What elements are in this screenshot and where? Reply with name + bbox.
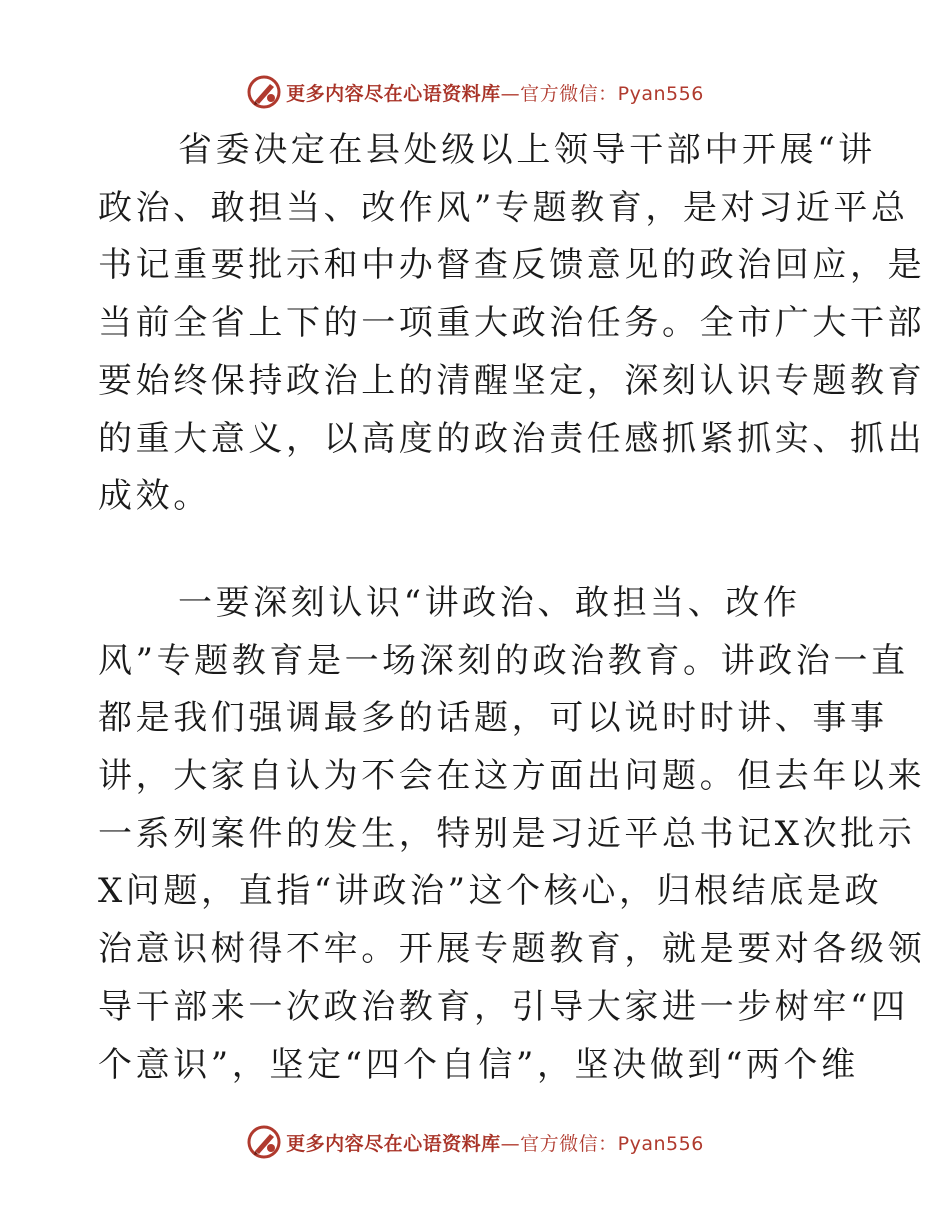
paragraph-line: 省委决定在县处级以上领导干部中开展“讲 [178,130,876,170]
banner-wechat-text: 官方微信：Pyan556 [520,1132,704,1155]
paragraph-line: 讲，大家自认为不会在这方面出问题。但去年以来 [98,756,926,797]
pen-logo-icon [246,1124,282,1160]
paragraph-line: 要始终保持政治上的清醒坚定，深刻认识专题教育 [98,360,926,401]
paragraph-line: 的重大意义，以高度的政治责任感抓紧抓实、抓出 [98,418,926,459]
banner-library-text: 更多内容尽在心语资料库 [286,82,501,105]
paragraph-line: 政治、敢担当、改作风”专题教育，是对习近平总 [98,187,909,228]
paragraph-line: 导干部来一次政治教育，引导大家进一步树牢“四 [98,986,909,1027]
paragraph [98,122,926,526]
banner-library-text: 更多内容尽在心语资料库 [286,1132,501,1155]
banner-wechat-text: 官方微信：Pyan556 [520,82,704,105]
paragraph-line: 一系列案件的发生，特别是习近平总书记X次批示 [98,813,916,854]
paragraph-line: 书记重要批示和中办督查反馈意见的政治回应，是 [98,245,926,286]
paragraph-line: 成效。 [98,476,211,517]
paragraph-line: 个意识”，坚定“四个自信”，坚决做到“两个维 [98,1044,859,1085]
paragraph-line: 当前全省上下的一项重大政治任务。全市广大干部 [98,303,926,344]
paragraph-line: X问题，直指“讲政治”这个核心，归根结底是政 [98,871,883,912]
paragraph-line: 风”专题教育是一场深刻的政治教育。讲政治一直 [98,640,909,681]
document-body [98,122,926,1094]
banner-dash: — [500,1132,521,1155]
header-banner [0,72,950,112]
banner-dash: — [500,82,521,105]
paragraph-line: 都是我们强调最多的话题，可以说时时讲、事事 [98,698,888,739]
paragraph-line: 一要深刻认识“讲政治、敢担当、改作 [178,582,801,623]
footer-banner [0,1122,950,1162]
paragraph-line: 治意识树得不牢。开展专题教育，就是要对各级领 [98,929,926,970]
pen-logo-icon [246,74,282,110]
paragraph [98,575,926,1094]
